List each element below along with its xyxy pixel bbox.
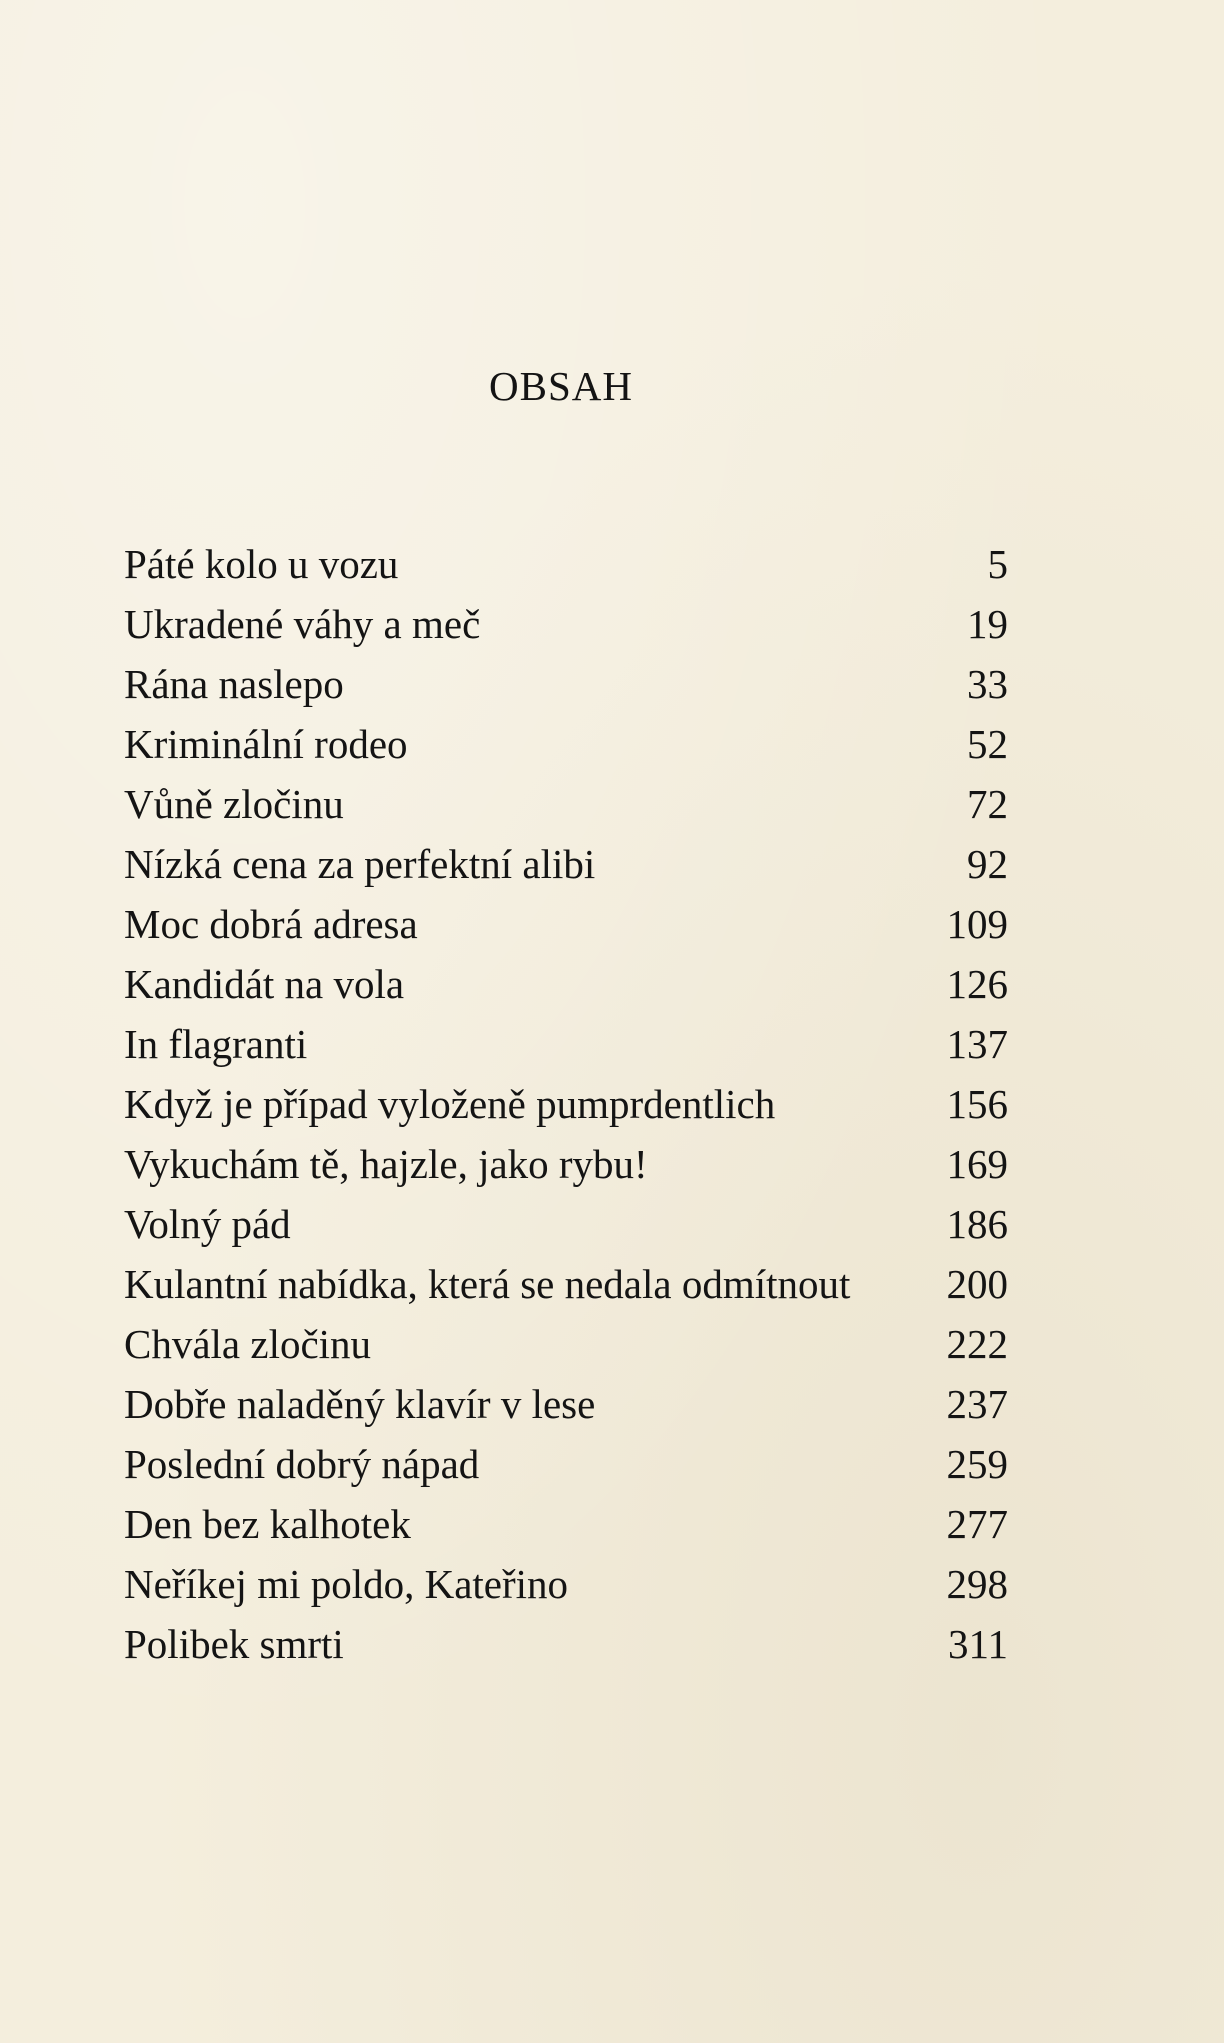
toc-entry [124, 1434, 1008, 1494]
toc-entry [124, 1554, 1008, 1614]
toc-entry-page: 92 [967, 841, 1008, 887]
toc-entry-title: Nízká cena za perfektní alibi [124, 841, 596, 887]
toc-entry-title: Když je případ vyloženě pumprdentlich [124, 1081, 776, 1127]
toc-entry-page: 298 [946, 1561, 1008, 1607]
toc-entry-title: Poslední dobrý nápad [124, 1441, 480, 1487]
toc-entry-page: 259 [946, 1441, 1008, 1487]
toc-entry [124, 594, 1008, 654]
toc-entry [124, 1194, 1008, 1254]
toc-entry [124, 534, 1008, 594]
toc-entry-title: Rána naslepo [124, 661, 344, 707]
toc-entry-title: Dobře naladěný klavír v lese [124, 1381, 596, 1427]
toc-entry-page: 200 [946, 1261, 1008, 1307]
toc-entry [124, 834, 1008, 894]
toc-entry-title: Kriminální rodeo [124, 721, 408, 767]
toc-entry [124, 1074, 1008, 1134]
toc-entry-page: 137 [946, 1021, 1008, 1067]
toc-entry-title: In flagranti [124, 1021, 308, 1067]
toc-entry-page: 5 [987, 541, 1008, 587]
toc-entry [124, 1494, 1008, 1554]
toc-entry-title: Volný pád [124, 1201, 291, 1247]
toc-entry-page: 277 [946, 1501, 1008, 1547]
toc-entry [124, 1314, 1008, 1374]
toc-entry [124, 1614, 1008, 1674]
toc-entry-page: 237 [946, 1381, 1008, 1427]
toc-entry [124, 1014, 1008, 1074]
toc-entry [124, 954, 1008, 1014]
toc-entry-page: 156 [946, 1081, 1008, 1127]
toc-entry-title: Chvála zločinu [124, 1321, 372, 1367]
toc-entry [124, 1254, 1008, 1314]
toc-entry-title: Ukradené váhy a meč [124, 601, 481, 647]
toc-entry [124, 894, 1008, 954]
toc-entry-title: Páté kolo u vozu [124, 541, 399, 587]
toc-entry [124, 1134, 1008, 1194]
toc-entry-title: Vůně zločinu [124, 781, 344, 827]
toc-entry-page: 19 [967, 601, 1008, 647]
toc-entry-page: 52 [967, 721, 1008, 767]
toc-entry-title: Kulantní nabídka, která se nedala odmítnout [124, 1261, 851, 1307]
page-title: OBSAH [489, 363, 633, 409]
toc-entry-title: Vykuchám tě, hajzle, jako rybu! [124, 1141, 648, 1187]
toc-entry-page: 33 [967, 661, 1008, 707]
toc-entry-title: Neříkej mi poldo, Kateřino [124, 1561, 569, 1607]
toc-entry [124, 714, 1008, 774]
toc-entry-title: Den bez kalhotek [124, 1501, 411, 1547]
toc-entry-page: 126 [946, 961, 1008, 1007]
toc-entry-page: 72 [967, 781, 1008, 827]
toc-entry-page: 311 [948, 1621, 1008, 1667]
toc-entry-title: Polibek smrti [124, 1621, 344, 1667]
toc-entry [124, 774, 1008, 834]
toc-entry [124, 654, 1008, 714]
toc-entry-page: 186 [946, 1201, 1008, 1247]
toc-entry-page: 169 [946, 1141, 1008, 1187]
toc-entry-title: Kandidát na vola [124, 961, 405, 1007]
toc-entry-page: 222 [946, 1321, 1008, 1367]
toc-entry-title: Moc dobrá adresa [124, 901, 418, 947]
table-of-contents [124, 534, 1008, 1674]
toc-entry [124, 1374, 1008, 1434]
toc-entry-page: 109 [946, 901, 1008, 947]
